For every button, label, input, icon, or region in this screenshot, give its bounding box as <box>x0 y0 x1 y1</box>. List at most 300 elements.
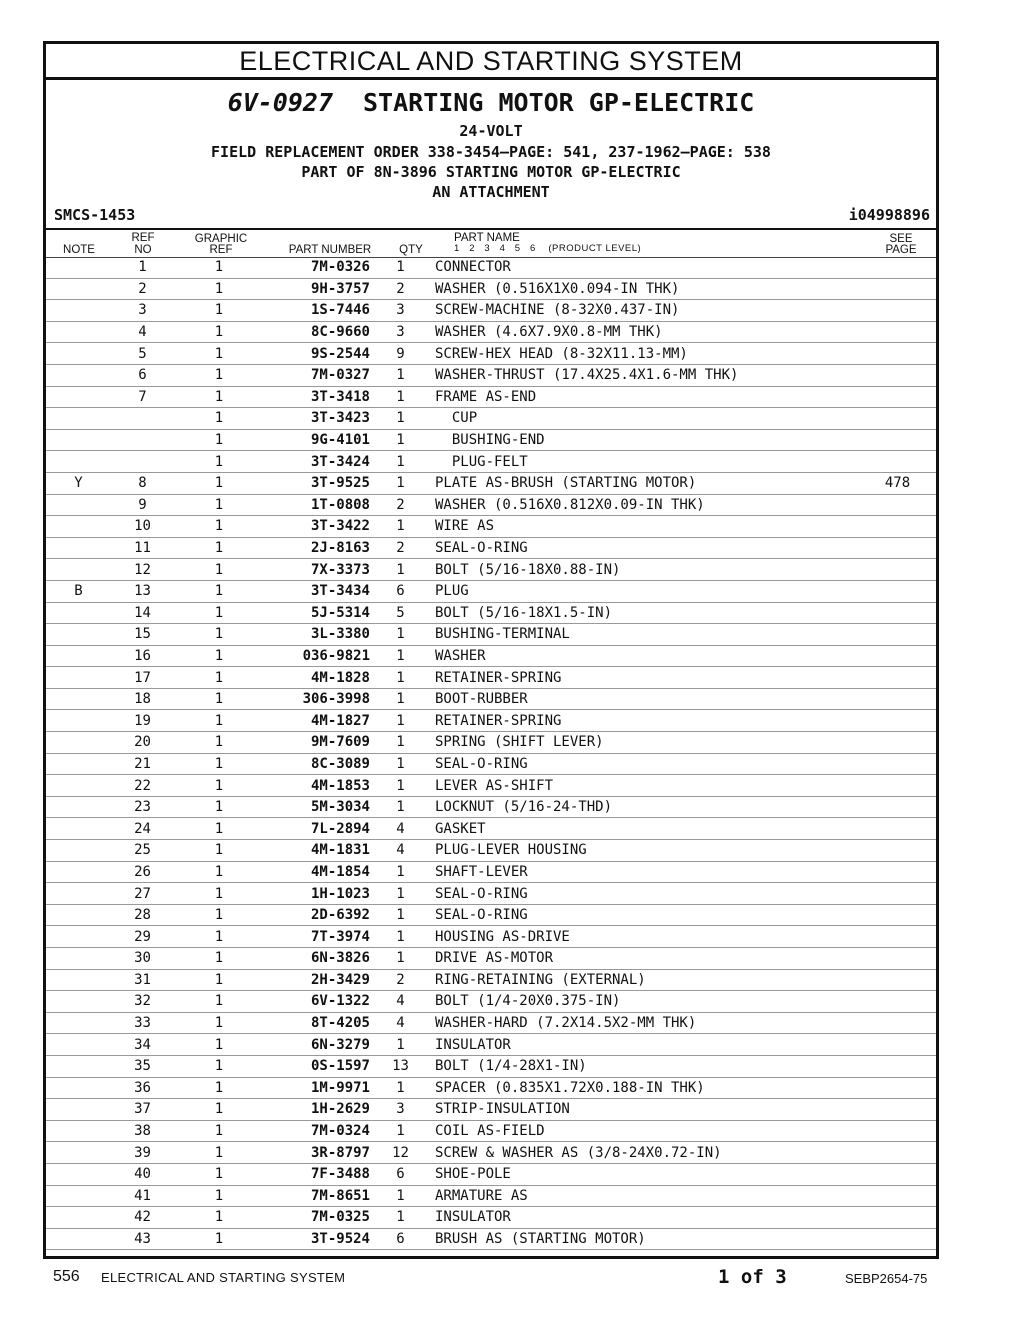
row-qty: 13 <box>374 1055 427 1077</box>
row-see-page <box>859 278 936 300</box>
row-qty: 1 <box>374 775 427 797</box>
row-qty: 3 <box>374 1099 427 1121</box>
row-note <box>46 1142 111 1164</box>
row-part-name: BOLT (1/4-20X0.375-IN) <box>427 991 859 1013</box>
row-part-number: 3T-3434 <box>264 580 374 602</box>
row-graphic-ref: 1 <box>174 1034 264 1056</box>
row-ref-no: 22 <box>111 775 174 797</box>
row-ref-no: 4 <box>111 321 174 343</box>
row-graphic-ref: 1 <box>174 257 264 278</box>
part-of-line: PART OF 8N-3896 STARTING MOTOR GP-ELECTRIC <box>301 163 681 181</box>
table-row <box>46 753 936 775</box>
row-graphic-ref: 1 <box>174 688 264 710</box>
attachment-line: AN ATTACHMENT <box>432 183 550 201</box>
row-note <box>46 451 111 473</box>
row-graphic-ref: 1 <box>174 991 264 1013</box>
row-qty: 6 <box>374 1228 427 1250</box>
row-qty: 3 <box>374 300 427 322</box>
row-ref-no: 41 <box>111 1185 174 1207</box>
row-see-page <box>859 1012 936 1034</box>
row-ref-no: 6 <box>111 364 174 386</box>
row-ref-no: 16 <box>111 645 174 667</box>
row-see-page <box>859 688 936 710</box>
table-row <box>46 408 936 430</box>
row-see-page <box>859 580 936 602</box>
row-part-name: SPRING (SHIFT LEVER) <box>427 732 859 754</box>
row-qty: 1 <box>374 796 427 818</box>
row-note <box>46 1099 111 1121</box>
row-qty: 1 <box>374 688 427 710</box>
table-row <box>46 624 936 646</box>
row-note <box>46 1185 111 1207</box>
col-ref-top: REF <box>131 232 155 244</box>
row-part-number: 1T-0808 <box>264 494 374 516</box>
illustration-id: i04998896 <box>848 206 930 224</box>
row-note <box>46 321 111 343</box>
col-qty: QTY <box>399 244 423 256</box>
row-qty: 1 <box>374 257 427 278</box>
row-graphic-ref: 1 <box>174 1077 264 1099</box>
row-part-number: 4M-1831 <box>264 840 374 862</box>
row-note <box>46 840 111 862</box>
table-row <box>46 991 936 1013</box>
row-part-number: 3T-9525 <box>264 472 374 494</box>
table-row <box>46 1120 936 1142</box>
row-part-name: WASHER <box>427 645 859 667</box>
row-qty: 1 <box>374 1207 427 1229</box>
table-row <box>46 300 936 322</box>
row-part-number: 1H-1023 <box>264 883 374 905</box>
row-graphic-ref: 1 <box>174 1012 264 1034</box>
row-part-name: COIL AS-FIELD <box>427 1120 859 1142</box>
row-qty: 1 <box>374 364 427 386</box>
table-row <box>46 602 936 624</box>
row-note <box>46 1055 111 1077</box>
row-see-page <box>859 1034 936 1056</box>
row-graphic-ref: 1 <box>174 667 264 689</box>
row-part-number: 6V-1322 <box>264 991 374 1013</box>
row-graphic-ref: 1 <box>174 624 264 646</box>
row-see-page <box>859 1055 936 1077</box>
table-row <box>46 969 936 991</box>
row-ref-no: 38 <box>111 1120 174 1142</box>
row-graphic-ref: 1 <box>174 775 264 797</box>
table-row <box>46 472 936 494</box>
row-see-page <box>859 1142 936 1164</box>
row-graphic-ref: 1 <box>174 1207 264 1229</box>
row-see-page <box>859 1120 936 1142</box>
row-part-number: 3R-8797 <box>264 1142 374 1164</box>
row-graphic-ref: 1 <box>174 537 264 559</box>
row-ref-no: 10 <box>111 516 174 538</box>
row-qty: 2 <box>374 494 427 516</box>
row-part-number: 7X-3373 <box>264 559 374 581</box>
row-qty: 1 <box>374 408 427 430</box>
row-part-number: 5M-3034 <box>264 796 374 818</box>
row-note: B <box>46 580 111 602</box>
table-row <box>46 904 936 926</box>
row-part-name: CUP <box>427 408 859 430</box>
row-part-name: WASHER-HARD (7.2X14.5X2-MM THK) <box>427 1012 859 1034</box>
row-part-name: SCREW-MACHINE (8-32X0.437-IN) <box>427 300 859 322</box>
section-title: ELECTRICAL AND STARTING SYSTEM <box>46 44 936 80</box>
row-see-page <box>859 1077 936 1099</box>
table-row <box>46 1077 936 1099</box>
row-part-name: PLUG-FELT <box>427 451 859 473</box>
row-see-page <box>859 1185 936 1207</box>
row-see-page <box>859 645 936 667</box>
row-note <box>46 494 111 516</box>
row-part-number: 8C-9660 <box>264 321 374 343</box>
row-qty: 1 <box>374 753 427 775</box>
row-qty: 1 <box>374 883 427 905</box>
row-note <box>46 688 111 710</box>
row-part-name: SHOE-POLE <box>427 1163 859 1185</box>
col-see-bottom: PAGE <box>885 244 917 256</box>
row-qty: 1 <box>374 386 427 408</box>
row-note <box>46 386 111 408</box>
row-part-number: 9G-4101 <box>264 429 374 451</box>
row-part-number: 4M-1828 <box>264 667 374 689</box>
row-graphic-ref: 1 <box>174 559 264 581</box>
row-see-page <box>859 451 936 473</box>
row-note: Y <box>46 472 111 494</box>
row-part-number: 2D-6392 <box>264 904 374 926</box>
table-row <box>46 775 936 797</box>
row-part-name: BOLT (5/16-18X1.5-IN) <box>427 602 859 624</box>
row-part-name: SCREW-HEX HEAD (8-32X11.13-MM) <box>427 343 859 365</box>
row-ref-no: 37 <box>111 1099 174 1121</box>
row-part-number: 3T-3418 <box>264 386 374 408</box>
row-part-name: FRAME AS-END <box>427 386 859 408</box>
row-graphic-ref: 1 <box>174 343 264 365</box>
row-ref-no <box>111 429 174 451</box>
row-note <box>46 710 111 732</box>
row-see-page <box>859 1228 936 1250</box>
row-graphic-ref: 1 <box>174 883 264 905</box>
row-ref-no: 20 <box>111 732 174 754</box>
row-see-page: 478 <box>859 472 936 494</box>
row-graphic-ref: 1 <box>174 1099 264 1121</box>
row-qty: 4 <box>374 991 427 1013</box>
row-part-number: 7M-0326 <box>264 257 374 278</box>
row-ref-no <box>111 451 174 473</box>
row-ref-no: 3 <box>111 300 174 322</box>
row-graphic-ref: 1 <box>174 796 264 818</box>
row-note <box>46 364 111 386</box>
row-ref-no: 12 <box>111 559 174 581</box>
row-graphic-ref: 1 <box>174 516 264 538</box>
row-see-page <box>859 732 936 754</box>
row-see-page <box>859 537 936 559</box>
row-see-page <box>859 904 936 926</box>
row-qty: 1 <box>374 904 427 926</box>
row-ref-no: 32 <box>111 991 174 1013</box>
table-row <box>46 818 936 840</box>
table-row <box>46 1185 936 1207</box>
row-part-name: PLATE AS-BRUSH (STARTING MOTOR) <box>427 472 859 494</box>
row-ref-no: 33 <box>111 1012 174 1034</box>
row-see-page <box>859 667 936 689</box>
row-note <box>46 1163 111 1185</box>
row-part-name: BOLT (5/16-18X0.88-IN) <box>427 559 859 581</box>
row-see-page <box>859 710 936 732</box>
row-note <box>46 257 111 278</box>
row-qty: 1 <box>374 667 427 689</box>
row-note <box>46 796 111 818</box>
row-part-name: BUSHING-END <box>427 429 859 451</box>
row-graphic-ref: 1 <box>174 818 264 840</box>
row-part-number: 3L-3380 <box>264 624 374 646</box>
table-row <box>46 1055 936 1077</box>
row-part-number: 4M-1854 <box>264 861 374 883</box>
row-note <box>46 883 111 905</box>
row-graphic-ref: 1 <box>174 602 264 624</box>
row-qty: 5 <box>374 602 427 624</box>
group-title <box>46 88 936 118</box>
row-ref-no: 35 <box>111 1055 174 1077</box>
row-part-number: 4M-1827 <box>264 710 374 732</box>
row-qty: 4 <box>374 1012 427 1034</box>
row-see-page <box>859 494 936 516</box>
row-qty: 12 <box>374 1142 427 1164</box>
table-row <box>46 1207 936 1229</box>
row-part-number: 3T-3423 <box>264 408 374 430</box>
row-ref-no: 29 <box>111 926 174 948</box>
group-voltage: 24-VOLT <box>459 122 523 140</box>
col-part-number: PART NUMBER <box>288 244 372 256</box>
row-part-name: SHAFT-LEVER <box>427 861 859 883</box>
row-part-number: 7M-0324 <box>264 1120 374 1142</box>
row-qty: 1 <box>374 451 427 473</box>
row-ref-no: 26 <box>111 861 174 883</box>
row-see-page <box>859 516 936 538</box>
row-part-name: STRIP-INSULATION <box>427 1099 859 1121</box>
document-id: SEBP2654-75 <box>845 1271 928 1286</box>
row-part-name: SEAL-O-RING <box>427 904 859 926</box>
row-graphic-ref: 1 <box>174 710 264 732</box>
row-part-name: INSULATOR <box>427 1207 859 1229</box>
row-graphic-ref: 1 <box>174 1228 264 1250</box>
row-qty: 1 <box>374 1034 427 1056</box>
row-see-page <box>859 818 936 840</box>
group-number: 6V-0927 <box>227 88 333 117</box>
table-row <box>46 537 936 559</box>
row-part-number: 1H-2629 <box>264 1099 374 1121</box>
table-row <box>46 948 936 970</box>
row-part-name: SEAL-O-RING <box>427 883 859 905</box>
row-note <box>46 602 111 624</box>
row-part-name: WASHER (0.516X0.812X0.09-IN THK) <box>427 494 859 516</box>
row-part-name: INSULATOR <box>427 1034 859 1056</box>
row-ref-no: 24 <box>111 818 174 840</box>
row-qty: 4 <box>374 840 427 862</box>
row-graphic-ref: 1 <box>174 472 264 494</box>
row-part-name: WASHER (4.6X7.9X0.8-MM THK) <box>427 321 859 343</box>
row-see-page <box>859 1099 936 1121</box>
table-row <box>46 559 936 581</box>
row-part-number: 5J-5314 <box>264 602 374 624</box>
row-graphic-ref: 1 <box>174 969 264 991</box>
row-ref-no: 1 <box>111 257 174 278</box>
table-row <box>46 1099 936 1121</box>
row-graphic-ref: 1 <box>174 732 264 754</box>
table-row <box>46 688 936 710</box>
row-ref-no: 5 <box>111 343 174 365</box>
smcs-code: SMCS-1453 <box>54 206 136 224</box>
row-note <box>46 645 111 667</box>
row-part-name: RETAINER-SPRING <box>427 667 859 689</box>
sheet-indicator: 1 of 3 <box>718 1266 787 1288</box>
row-part-name: HOUSING AS-DRIVE <box>427 926 859 948</box>
table-row <box>46 278 936 300</box>
parts-table-body <box>46 257 936 1250</box>
row-part-name: BRUSH AS (STARTING MOTOR) <box>427 1228 859 1250</box>
row-part-name: SCREW & WASHER AS (3/8-24X0.72-IN) <box>427 1142 859 1164</box>
row-qty: 3 <box>374 321 427 343</box>
row-part-number: 7M-0325 <box>264 1207 374 1229</box>
table-row <box>46 429 936 451</box>
row-part-number: 0S-1597 <box>264 1055 374 1077</box>
row-graphic-ref: 1 <box>174 300 264 322</box>
row-part-number: 2J-8163 <box>264 537 374 559</box>
row-note <box>46 1034 111 1056</box>
row-note <box>46 667 111 689</box>
row-graphic-ref: 1 <box>174 364 264 386</box>
row-see-page <box>859 408 936 430</box>
col-part-name: PART NAME <box>454 232 520 244</box>
column-header-row <box>46 228 936 258</box>
row-graphic-ref: 1 <box>174 861 264 883</box>
row-see-page <box>859 840 936 862</box>
row-note <box>46 904 111 926</box>
row-qty: 1 <box>374 559 427 581</box>
row-part-name: SPACER (0.835X1.72X0.188-IN THK) <box>427 1077 859 1099</box>
table-row <box>46 667 936 689</box>
row-part-name: DRIVE AS-MOTOR <box>427 948 859 970</box>
row-note <box>46 516 111 538</box>
row-note <box>46 818 111 840</box>
col-note: NOTE <box>63 244 95 256</box>
row-qty: 1 <box>374 1077 427 1099</box>
row-part-name: BOOT-RUBBER <box>427 688 859 710</box>
row-see-page <box>859 948 936 970</box>
col-ref-bottom: NO <box>134 244 152 256</box>
parts-table <box>46 257 936 1250</box>
row-qty: 1 <box>374 732 427 754</box>
row-part-name: SEAL-O-RING <box>427 537 859 559</box>
row-see-page <box>859 775 936 797</box>
table-row <box>46 343 936 365</box>
row-graphic-ref: 1 <box>174 494 264 516</box>
table-row <box>46 645 936 667</box>
col-see-top: SEE <box>889 233 913 245</box>
row-graphic-ref: 1 <box>174 645 264 667</box>
row-ref-no: 7 <box>111 386 174 408</box>
row-ref-no: 19 <box>111 710 174 732</box>
row-part-name: LOCKNUT (5/16-24-THD) <box>427 796 859 818</box>
row-graphic-ref: 1 <box>174 321 264 343</box>
row-part-number: 8C-3089 <box>264 753 374 775</box>
row-graphic-ref: 1 <box>174 451 264 473</box>
row-part-name: GASKET <box>427 818 859 840</box>
row-part-name: PLUG-LEVER HOUSING <box>427 840 859 862</box>
row-note <box>46 1012 111 1034</box>
row-part-number: 1M-9971 <box>264 1077 374 1099</box>
row-ref-no: 21 <box>111 753 174 775</box>
row-graphic-ref: 1 <box>174 1120 264 1142</box>
row-ref-no: 8 <box>111 472 174 494</box>
row-part-number: 8T-4205 <box>264 1012 374 1034</box>
row-note <box>46 926 111 948</box>
row-graphic-ref: 1 <box>174 1055 264 1077</box>
row-see-page <box>859 429 936 451</box>
row-part-number: 9M-7609 <box>264 732 374 754</box>
table-row <box>46 1142 936 1164</box>
row-part-number: 3T-3424 <box>264 451 374 473</box>
row-ref-no: 17 <box>111 667 174 689</box>
row-part-number: 3T-3422 <box>264 516 374 538</box>
table-row <box>46 710 936 732</box>
row-part-number: 7L-2894 <box>264 818 374 840</box>
row-see-page <box>859 991 936 1013</box>
table-row <box>46 926 936 948</box>
row-see-page <box>859 1163 936 1185</box>
row-graphic-ref: 1 <box>174 926 264 948</box>
row-note <box>46 537 111 559</box>
col-product-levels: 1 2 3 4 5 6 (PRODUCT LEVEL) <box>454 243 642 254</box>
row-note <box>46 624 111 646</box>
row-qty: 1 <box>374 472 427 494</box>
table-row <box>46 516 936 538</box>
row-ref-no: 18 <box>111 688 174 710</box>
row-part-name: BUSHING-TERMINAL <box>427 624 859 646</box>
row-graphic-ref: 1 <box>174 386 264 408</box>
table-row <box>46 1163 936 1185</box>
row-ref-no: 11 <box>111 537 174 559</box>
table-row <box>46 883 936 905</box>
row-part-number: 6N-3826 <box>264 948 374 970</box>
table-row <box>46 796 936 818</box>
row-part-number: 1S-7446 <box>264 300 374 322</box>
row-ref-no: 15 <box>111 624 174 646</box>
row-part-number: 9S-2544 <box>264 343 374 365</box>
row-note <box>46 1120 111 1142</box>
row-qty: 1 <box>374 1120 427 1142</box>
row-see-page <box>859 300 936 322</box>
group-name: STARTING MOTOR GP-ELECTRIC <box>363 88 755 117</box>
table-row <box>46 1012 936 1034</box>
row-see-page <box>859 624 936 646</box>
row-ref-no: 40 <box>111 1163 174 1185</box>
row-graphic-ref: 1 <box>174 429 264 451</box>
row-see-page <box>859 343 936 365</box>
row-ref-no <box>111 408 174 430</box>
row-part-name: WASHER-THRUST (17.4X25.4X1.6-MM THK) <box>427 364 859 386</box>
row-qty: 9 <box>374 343 427 365</box>
row-graphic-ref: 1 <box>174 948 264 970</box>
row-part-number: 036-9821 <box>264 645 374 667</box>
row-part-name: SEAL-O-RING <box>427 753 859 775</box>
table-row <box>46 364 936 386</box>
row-ref-no: 34 <box>111 1034 174 1056</box>
row-note <box>46 559 111 581</box>
row-see-page <box>859 364 936 386</box>
table-row <box>46 451 936 473</box>
row-graphic-ref: 1 <box>174 904 264 926</box>
row-part-name: RING-RETAINING (EXTERNAL) <box>427 969 859 991</box>
row-see-page <box>859 861 936 883</box>
